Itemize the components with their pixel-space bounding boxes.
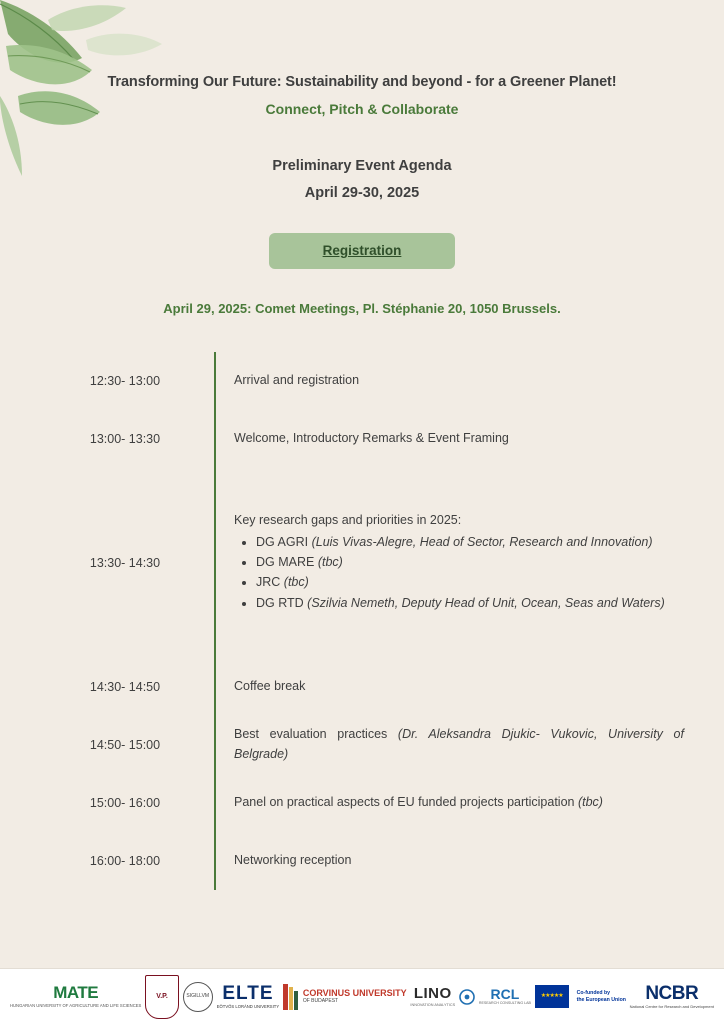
bullet-detail: (Szilvia Nemeth, Deputy Head of Unit, Ocean, Seas and Waters) (307, 595, 665, 610)
logo-corvinus (283, 974, 407, 1020)
list-item (256, 594, 684, 613)
schedule-desc (214, 793, 684, 812)
schedule-desc: Arrival and registration (234, 372, 360, 387)
table-row (44, 774, 684, 832)
agenda-heading: Preliminary Event Agenda (272, 158, 452, 174)
schedule-time: 14:30- 14:50 (89, 679, 161, 694)
bullet-label: JRC (256, 575, 281, 590)
crest-text: V.P. (156, 992, 168, 1000)
schedule-desc-italic: (Dr. Aleksandra Djukic- Vukovic, University of Belgrade) (234, 727, 684, 761)
logo-eu-cofunded (535, 974, 626, 1020)
schedule-desc: Welcome, Introductory Remarks & Event Framing (234, 430, 509, 445)
schedule-desc-text: Best evaluation practices (234, 727, 398, 742)
schedule-desc-italic: (tbc) (577, 794, 603, 809)
logo-lino-sub: INNOVATION ANALYTICS (410, 1002, 456, 1007)
schedule-time: 14:50- 15:00 (89, 737, 161, 752)
table-row (44, 468, 684, 658)
page-subtitle: Connect, Pitch & Collaborate (265, 101, 459, 117)
logo-rcl (459, 974, 531, 1020)
agenda-dates: April 29-30, 2025 (304, 184, 420, 201)
logo-ncbr (630, 974, 714, 1020)
eu-flag-icon (535, 985, 569, 1008)
table-row (44, 832, 684, 890)
schedule-time: 13:30- 14:30 (89, 555, 161, 570)
registration-button[interactable]: Registration (269, 233, 455, 269)
logo-ncbr-sub: National Centre for Research and Development (629, 1003, 714, 1009)
logo-elte (183, 974, 279, 1020)
schedule-time: 12:30- 13:00 (89, 373, 161, 388)
schedule-desc: Coffee break (234, 678, 306, 693)
bullet-detail: (tbc) (283, 575, 309, 590)
bullet-label: DG AGRI (256, 534, 309, 549)
logo-mate-text: MATE (53, 983, 99, 1003)
registration-wrap (40, 233, 684, 269)
logo-rcl-text: RCL (490, 985, 520, 1002)
table-row (44, 352, 684, 410)
page-title: Transforming Our Future: Sustainability and beyond - for a Greener Planet! (107, 74, 617, 90)
schedule-time: 13:00- 13:30 (89, 431, 161, 446)
bullet-detail: (Luis Vivas-Alegre, Head of Sector, Research and Innovation) (311, 534, 653, 549)
elte-seal-icon: SIGILLVM (183, 982, 213, 1012)
list-item (256, 573, 684, 592)
schedule-time: 15:00- 16:00 (89, 795, 161, 810)
logo-elte-text: ELTE (222, 982, 274, 1004)
table-row (44, 716, 684, 774)
schedule-table (40, 352, 684, 890)
list-item (256, 553, 684, 572)
logo-elte-sub: EÖTVÖS LORÁND UNIVERSITY (216, 1003, 280, 1009)
schedule-time: 16:00- 18:00 (89, 853, 161, 868)
table-row (44, 658, 684, 716)
timeline-divider (214, 352, 216, 890)
logo-ncbr-text: NCBR (645, 982, 699, 1004)
schedule-desc-text: Panel on practical aspects of EU funded projects participation (234, 794, 578, 809)
schedule-desc: Networking reception (234, 852, 352, 867)
logo-rcl-sub: RESEARCH CONSULTING LAB (478, 1001, 531, 1006)
schedule-desc (214, 725, 684, 764)
eu-cofunded-sub: the European Union (576, 996, 626, 1003)
crest-shape (145, 975, 179, 1019)
logo-lino-text: LINO (413, 985, 452, 1003)
eu-stars-icon: ★★★★★ (540, 993, 563, 1000)
agenda-heading-block (40, 153, 684, 207)
bullet-detail: (tbc) (317, 554, 343, 569)
logo-corvinus-text: CORVINUS UNIVERSITY (302, 988, 407, 999)
venue-line: April 29, 2025: Comet Meetings, Pl. Stéphanie 20, 1050 Brussels. (163, 300, 561, 316)
schedule-bullet-list (234, 533, 684, 614)
schedule-desc-intro: Key research gaps and priorities in 2025: (234, 513, 462, 528)
logo-university-crest (145, 974, 179, 1020)
logo-lino (410, 974, 455, 1020)
list-item (256, 533, 684, 552)
bullet-label: DG RTD (256, 595, 304, 610)
table-row (44, 410, 684, 468)
schedule-desc (214, 511, 684, 614)
eu-cofunded-text: Co-funded by (576, 990, 611, 997)
logo-mate-sub: HUNGARIAN UNIVERSITY OF AGRICULTURE AND LIFE SCIENCES (10, 1003, 142, 1009)
rcl-mark-icon (459, 989, 475, 1005)
footer-logo-strip (0, 968, 724, 1024)
logo-mate (10, 974, 141, 1020)
logo-corvinus-sub: OF BUDAPEST (302, 997, 339, 1004)
bullet-label: DG MARE (256, 554, 315, 569)
corvinus-mark-icon (283, 984, 299, 1010)
